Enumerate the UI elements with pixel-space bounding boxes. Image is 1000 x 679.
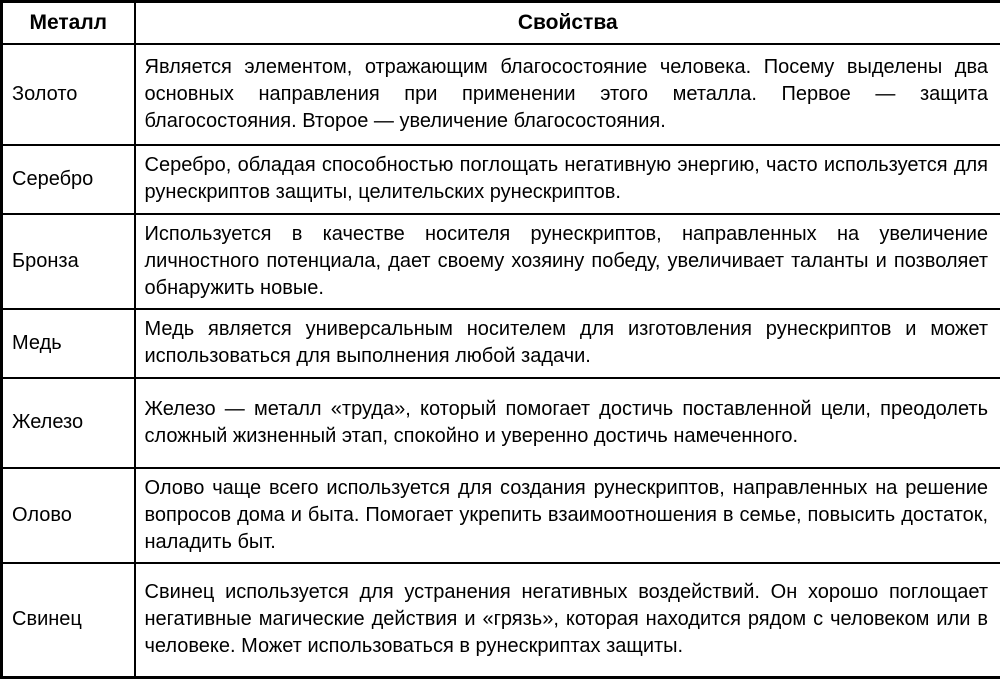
table-row-tin (2, 468, 1000, 563)
metal-properties: Олово чаще всего используется для создания рунескриптов, направленных на решение вопросов дома и быта. Помогает укрепить взаимоотношения в семье, повысить достаток, наладить быт. (135, 468, 1000, 563)
table-row-silver (2, 145, 1000, 214)
metal-name: Олово (2, 468, 135, 563)
metal-properties: Железо — металл «труда», который помогает достичь поставленной цели, преодолеть сложный жизненный этап, спокойно и уверенно достичь намеченного. (135, 378, 1000, 468)
table-row-lead (2, 563, 1000, 678)
metal-name: Железо (2, 378, 135, 468)
metal-name: Серебро (2, 145, 135, 214)
metal-name: Золото (2, 44, 135, 145)
metal-properties: Свинец используется для устранения негативных воздействий. Он хорошо поглощает негативные магические действия и «грязь», которая находится рядом с человеком или в человеке. Может использоваться в рунескриптах защиты. (135, 563, 1000, 678)
metal-properties: Серебро, обладая способностью поглощать негативную энергию, часто используется для рунескриптов защиты, целительских рунескриптов. (135, 145, 1000, 214)
table-row-copper (2, 309, 1000, 378)
table-row-iron (2, 378, 1000, 468)
header-row (2, 2, 1000, 44)
table-row-gold (2, 44, 1000, 145)
column-header-properties: Свойства (135, 2, 1000, 44)
table-row-bronze (2, 214, 1000, 309)
metal-properties: Медь является универсальным носителем для изготовления рунескриптов и может использоваться для выполнения любой задачи. (135, 309, 1000, 378)
metal-name: Бронза (2, 214, 135, 309)
metal-name: Медь (2, 309, 135, 378)
metal-name: Свинец (2, 563, 135, 678)
column-header-metal: Металл (2, 2, 135, 44)
metal-properties: Используется в качестве носителя рунескриптов, направленных на увеличение личностного потенциала, дает своему хозяину победу, увеличивает таланты и позволяет обнаружить новые. (135, 214, 1000, 309)
metal-properties: Является элементом, отражающим благосостояние человека. Посему выделены два основных направления при применении этого металла. Первое — защита благосостояния. Второе — увеличение благосостояния. (135, 44, 1000, 145)
